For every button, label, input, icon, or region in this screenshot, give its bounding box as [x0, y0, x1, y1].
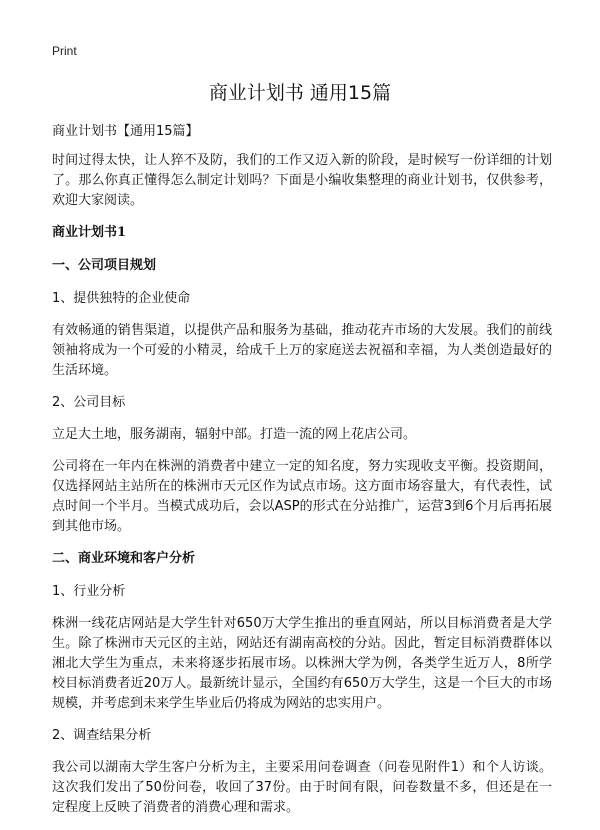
- section-1-item-2-text-1: 立足大土地，服务湖南，辐射中部。打造一流的网上花店公司。: [52, 427, 417, 442]
- section-1-item-2-heading: 2、公司目标: [52, 395, 126, 410]
- section-2-item-2-heading: 2、调查结果分析: [52, 728, 152, 743]
- section-2-item-1-heading: 1、行业分析: [52, 584, 126, 599]
- intro-paragraph: 时间过得太快，让人猝不及防，我们的工作又迈入新的阶段，是时候写一份详细的计划了。那么你真正懂得怎么制定计划吗？下面是小编收集整理的商业计划书，仅供参考，欢迎大家阅读。: [52, 153, 552, 208]
- section-1-item-1-heading: 1、提供独特的企业使命: [52, 291, 191, 306]
- print-link[interactable]: Print: [52, 44, 77, 58]
- section-1-item-2-text-2: 公司将在一年内在株洲的消费者中建立一定的知名度，努力实现收支平衡。投资期间，仅选择网站主站所在的株洲市天元区作为试点市场。这方面市场容量大，有代表性，试点时间一个半月。当模式成功后，会以ASP的形式在分站推广，运营3到6个月后再拓展到其他市场。: [52, 459, 552, 534]
- section-2-item-1-text: 株洲一线花店网站是大学生针对650万大学生推出的垂直网站，所以目标消费者是大学生。除了株洲市天元区的主站，网站还有湖南高校的分站。因此，暂定目标消费群体以湘北大学生为重点，未来将逐步拓展市场。以株洲大学为例，各类学生近万人，8所学校目标消费者近20万人。最新统计显示，全国约有650万大学生，这是一个巨大的市场规模，并考虑到未来学生毕业后仍将成为网站的忠实用户。: [52, 616, 552, 711]
- section-2-item-2-text: 我公司以湖南大学生客户分析为主，主要采用问卷调查（问卷见附件1）和个人访谈。这次我们发出了50份问卷，收回了37份。由于时间有限，问卷数量不多，但还是在一定程度上反映了消费者的消费心理和需求。: [52, 760, 552, 815]
- section-1-item-1-text: 有效畅通的销售渠道，以提供产品和服务为基础，推动花卉市场的大发展。我们的前线领袖将成为一个可爱的小精灵，给成千上万的家庭送去祝福和幸福，为人类创造最好的生活环境。: [52, 323, 552, 378]
- section-2-heading: 二、商业环境和客户分析: [52, 551, 196, 566]
- document-title: 商业计划书 通用15篇: [208, 82, 392, 104]
- section-1-heading: 一、公司项目规划: [52, 258, 157, 273]
- plan-heading: 商业计划书1: [52, 225, 127, 240]
- document-subtitle: 商业计划书【通用15篇】: [52, 124, 199, 139]
- document-body: [52, 120, 552, 830]
